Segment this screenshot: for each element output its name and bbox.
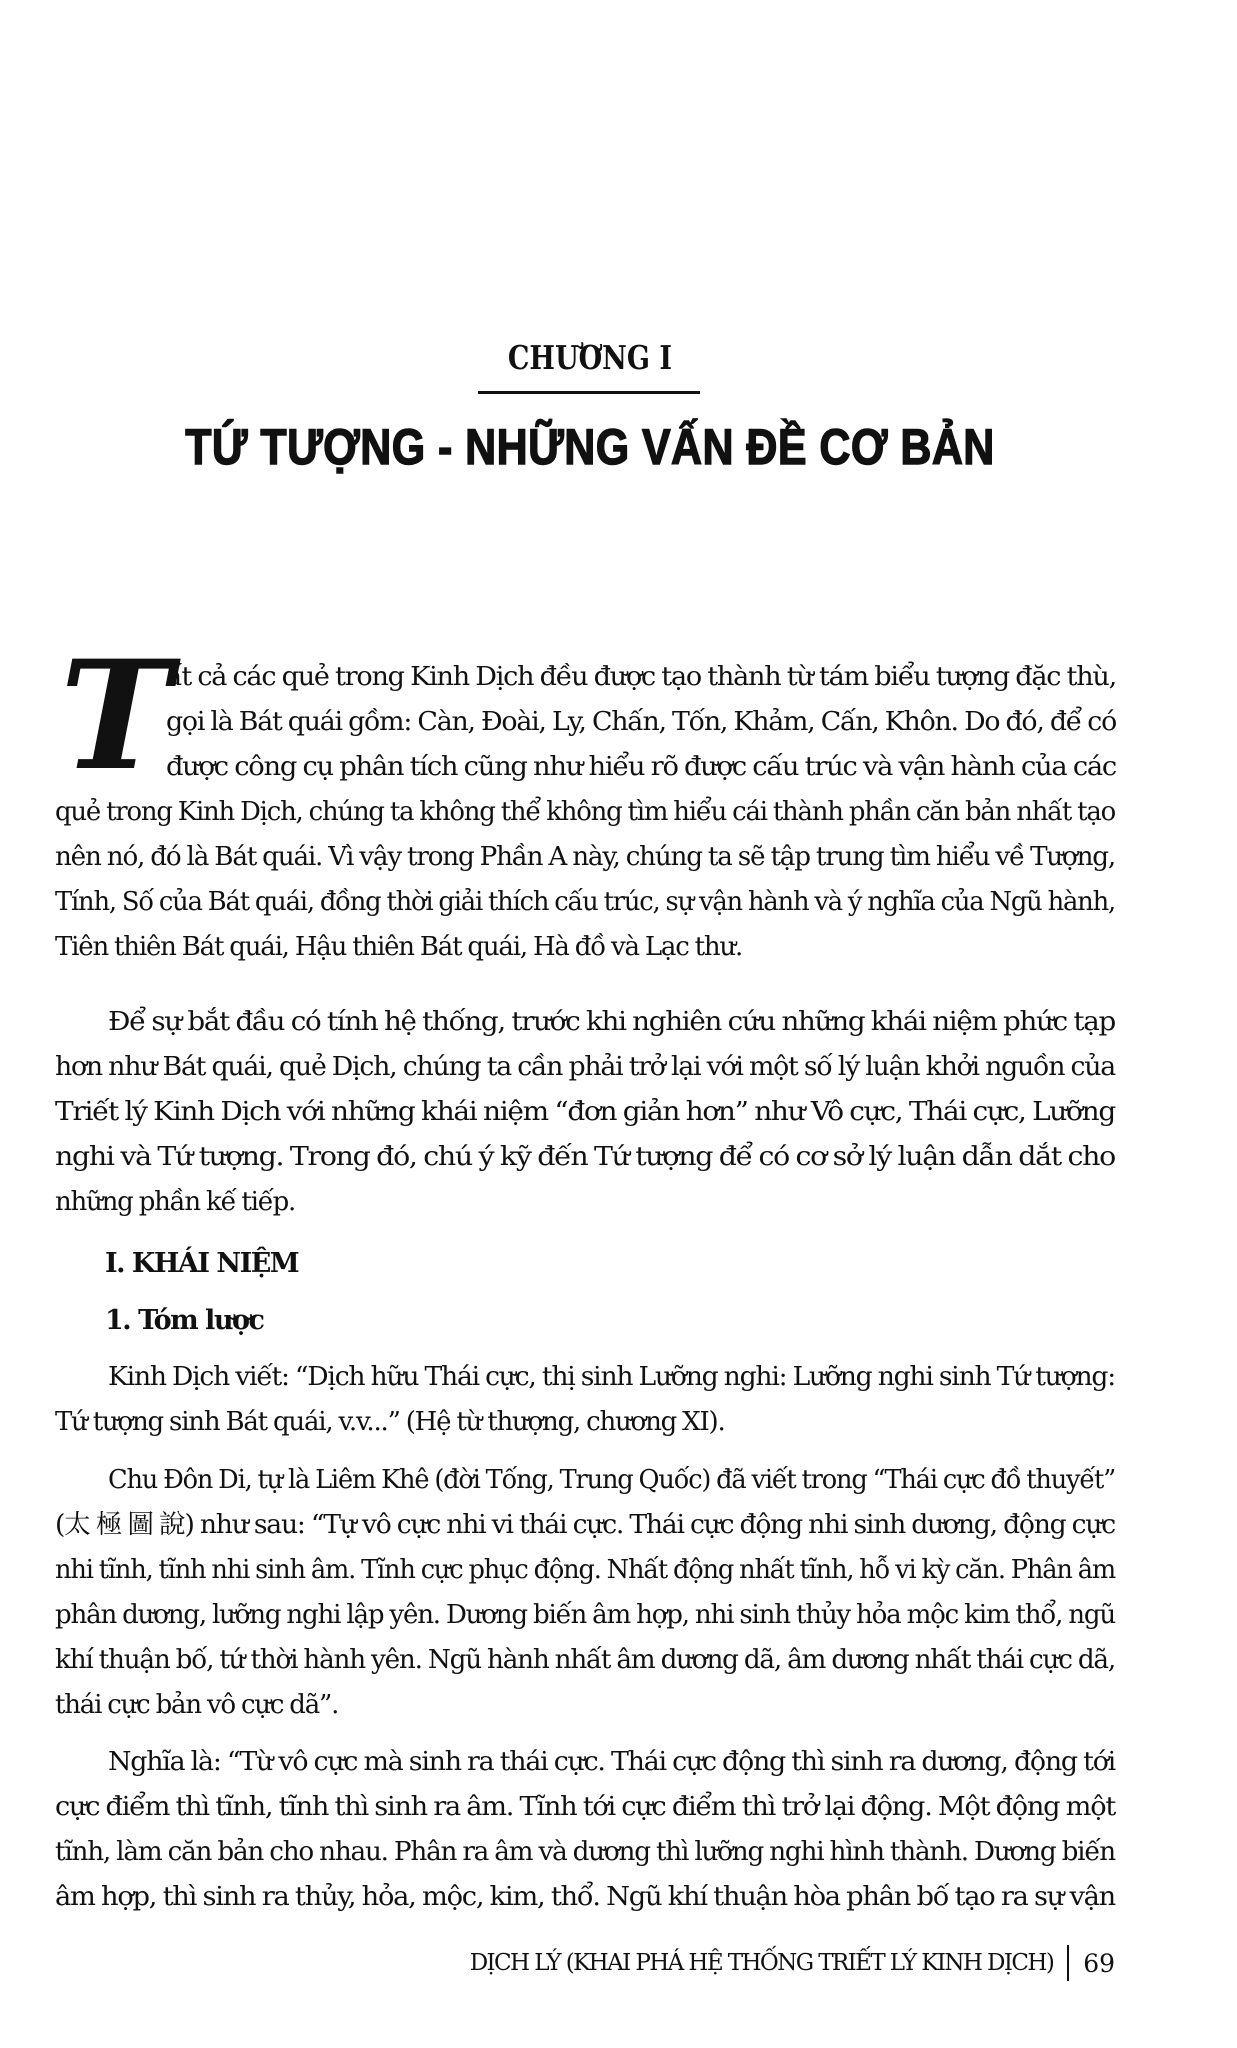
text-line: Chu Đôn Di, tự là Liêm Khê (đời Tống, Trung Quốc) đã viết trong “Thái cực đồ thuyết” — [108, 1465, 1115, 1495]
text-line: nhi tĩnh, tĩnh nhi sinh âm. Tĩnh cực phục động. Nhất động nhất tĩnh, hỗ vi kỳ căn. Phân âm — [55, 1555, 1115, 1585]
footer-divider — [1067, 1945, 1069, 1981]
text-line: những phần kế tiếp. — [55, 1187, 296, 1217]
paragraph — [55, 1740, 1115, 1920]
text-line: hơn như Bát quái, quẻ Dịch, chúng ta cần phải trở lại với một số lý luận khởi nguồn của — [55, 1052, 1115, 1082]
drop-cap: T — [60, 628, 172, 804]
text-line: nghi và Tứ tượng. Trong đó, chú ý kỹ đến Tứ tượng để có cơ sở lý luận dẫn dắt cho — [55, 1142, 1115, 1172]
section-heading: I. KHÁI NIỆM — [105, 1248, 299, 1279]
text-line: phân dương, lưỡng nghi lập yên. Dương biến âm hợp, nhi sinh thủy hỏa mộc kim thổ, ngũ — [55, 1600, 1115, 1630]
text-line: Kinh Dịch viết: “Dịch hữu Thái cực, thị sinh Lưỡng nghi: Lưỡng nghi sinh Tứ tượng: — [108, 1362, 1115, 1392]
text-line: khí thuận bố, tứ thời hành yên. Ngũ hành nhất âm dương dã, âm dương nhất thái cực dã, — [55, 1645, 1115, 1675]
text-line: nên nó, đó là Bát quái. Vì vậy trong Phần A này, chúng ta sẽ tập trung tìm hiểu về Tượng, — [55, 842, 1115, 872]
chapter-title: TỨ TƯỢNG - NHỮNG VẤN ĐỀ CƠ BẢN — [185, 419, 995, 475]
subsection-heading: 1. Tóm lược — [105, 1305, 264, 1336]
text-line: Nghĩa là: “Từ vô cực mà sinh ra thái cực. Thái cực động thì sinh ra dương, động tới — [108, 1747, 1115, 1777]
text-line: Tứ tượng sinh Bát quái, v.v...” (Hệ từ thượng, chương XI). — [55, 1407, 725, 1437]
paragraph — [55, 1355, 1115, 1445]
text-line: Tính, Số của Bát quái, đồng thời giải thích cấu trúc, sự vận hành và ý nghĩa của Ngũ hành, — [55, 887, 1115, 917]
text-line: ất cả các quẻ trong Kinh Dịch đều được tạo thành từ tám biểu tượng đặc thù, — [166, 662, 1116, 692]
text-line: (太 極 圖 說) như sau: “Tự vô cực nhi vi thái cực. Thái cực động nhi sinh dương, động cực — [55, 1510, 1115, 1540]
text-line: Để sự bắt đầu có tính hệ thống, trước khi nghiên cứu những khái niệm phức tạp — [108, 1007, 1116, 1037]
text-line: Tiên thiên Bát quái, Hậu thiên Bát quái, Hà đồ và Lạc thư. — [55, 932, 743, 962]
running-title: DỊCH LÝ (KHAI PHÁ HỆ THỐNG TRIẾT LÝ KINH DỊCH) — [469, 1950, 1054, 1976]
text-line: Triết lý Kinh Dịch với những khái niệm “đơn giản hơn” như Vô cực, Thái cực, Lưỡng — [55, 1097, 1115, 1127]
text-line: cực điểm thì tĩnh, tĩnh thì sinh ra âm. Tĩnh tới cực điểm thì trở lại động. Một động một — [55, 1792, 1115, 1822]
chapter-label: CHƯƠNG I — [507, 338, 673, 377]
text-line: thái cực bản vô cực dã”. — [55, 1690, 339, 1720]
page-number: 69 — [1083, 1948, 1115, 1978]
chapter-divider — [478, 391, 700, 394]
text-line: gọi là Bát quái gồm: Càn, Đoài, Ly, Chấn, Tốn, Khảm, Cấn, Khôn. Do đó, để có — [166, 707, 1116, 737]
page-footer — [470, 1943, 1115, 1983]
text-line: quẻ trong Kinh Dịch, chúng ta không thể không tìm hiểu cái thành phần căn bản nhất tạo — [55, 797, 1115, 827]
paragraph — [55, 1458, 1115, 1728]
text-line: tĩnh, làm căn bản cho nhau. Phân ra âm và dương thì lưỡng nghi hình thành. Dương biến — [55, 1837, 1115, 1867]
paragraph — [55, 1000, 1115, 1225]
text-line: được công cụ phân tích cũng như hiểu rõ được cấu trúc và vận hành của các — [166, 752, 1116, 782]
text-line: âm hợp, thì sinh ra thủy, hỏa, mộc, kim, thổ. Ngũ khí thuận hòa phân bố tạo ra sự vận — [55, 1882, 1115, 1912]
